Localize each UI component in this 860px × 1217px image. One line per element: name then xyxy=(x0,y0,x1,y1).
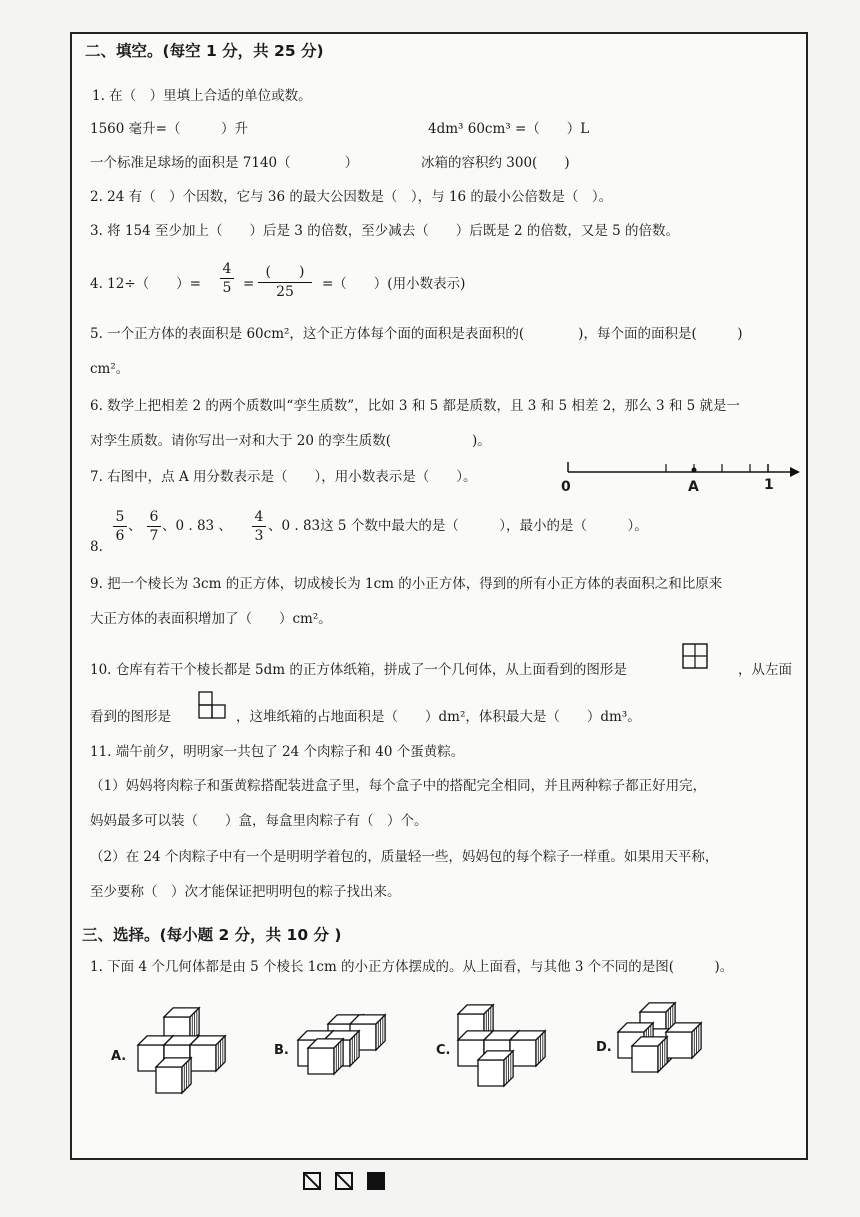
unit-cube xyxy=(666,1023,701,1058)
q5-line2: cm²。 xyxy=(90,361,130,377)
figure-a-cubes xyxy=(128,1005,260,1100)
numberline-label-0: 0 xyxy=(561,479,571,495)
q8-f2-numerator: 6 xyxy=(149,509,159,525)
q8-number: 8. xyxy=(90,539,103,555)
q11-part1-line2: 妈妈最多可以装（ ）盒，每盒里肉粽子有（ ）个。 xyxy=(90,813,428,829)
q9-line2: 大正方体的表面积增加了（ ）cm²。 xyxy=(90,611,332,627)
q4-f2-denominator: 25 xyxy=(276,284,294,300)
q3: 3. 将 154 至少加上（ ）后是 3 的倍数，至少减去（ ）后既是 2 的倍数，又是 5 的倍数。 xyxy=(90,223,680,239)
q4-fraction-2 xyxy=(258,261,312,300)
crossed-square-mark-icon xyxy=(335,1172,353,1190)
option-b-label: B. xyxy=(274,1043,289,1058)
q6-line1: 6. 数学上把相差 2 的两个质数叫“孪生质数”，比如 3 和 5 都是质数，且 3 和 5 相差 2，那么 3 和 5 就是一 xyxy=(90,398,741,414)
q11-stem: 11. 端午前夕，明明家一共包了 24 个肉粽子和 40 个蛋黄粽。 xyxy=(90,744,465,760)
q8-f3-numerator: 4 xyxy=(254,509,264,525)
section2-title: 二、填空。(每空 1 分，共 25 分) xyxy=(85,42,324,60)
q1-item-d: 冰箱的容积约 300( ) xyxy=(421,155,570,171)
option-a-label: A. xyxy=(111,1049,127,1064)
section3-title: 三、选择。(每小题 2 分，共 10 分 ) xyxy=(82,926,342,944)
q8-fraction-4-3 xyxy=(252,509,266,544)
q8-fraction-5-6 xyxy=(113,509,127,544)
q4-equals: = xyxy=(243,276,255,292)
q10-line1-tail: ，从左面 xyxy=(738,662,792,678)
q4-f1-denominator: 5 xyxy=(222,280,232,296)
point-a-marker xyxy=(692,468,697,473)
q1-stem: 1. 在（ ）里填上合适的单位或数。 xyxy=(92,88,312,104)
q8-f1-denominator: 6 xyxy=(115,528,125,544)
q4-left: 4. 12÷（ ）= xyxy=(90,276,201,292)
q9-line1: 9. 把一个棱长为 3cm 的正方体，切成棱长为 1cm 的小正方体，得到的所有小正方体的表面积之和比原来 xyxy=(90,576,723,592)
unit-cube xyxy=(510,1031,545,1066)
q11-part2-line2: 至少要称（ ）次才能保证把明明包的粽子找出来。 xyxy=(90,884,401,900)
q4-f1-numerator: 4 xyxy=(222,261,232,277)
q8-tail: 、0 . 8̇3̇这 5 个数中最大的是（ ），最小的是（ ）。 xyxy=(268,518,648,534)
q4-fraction-1 xyxy=(220,261,234,296)
option-d-label: D. xyxy=(596,1040,612,1055)
q10-line2-b: ，这堆纸箱的占地面积是（ ）dm²，体积最大是（ ）dm³。 xyxy=(236,709,641,725)
q4-right: =（ ）(用小数表示) xyxy=(322,276,466,292)
q2: 2. 24 有（ ）个因数，它与 36 的最大公因数是（ ），与 16 的最小公倍数是（ ）。 xyxy=(90,189,613,205)
q8-f2-denominator: 7 xyxy=(149,528,159,544)
section3-q1: 1. 下面 4 个几何体都是由 5 个棱长 1cm 的小正方体摆成的。从上面看，与其他 3 个不同的是图( )。 xyxy=(90,959,734,975)
unit-cube xyxy=(308,1039,343,1074)
figure-c-cubes xyxy=(450,1000,560,1092)
figure-d-cubes xyxy=(612,1000,722,1080)
arrow-head-icon xyxy=(790,467,800,477)
q7-text: 7. 右图中，点 A 用分数表示是（ ），用小数表示是（ ）。 xyxy=(90,469,477,485)
unit-cube xyxy=(190,1036,225,1071)
q5-line1: 5. 一个正方体的表面积是 60cm²，这个正方体每个面的面积是表面积的( )，每个面的面积是( ) xyxy=(90,326,743,342)
q11-part1-line1: （1）妈妈将肉粽子和蛋黄粽搭配装进盒子里，每个盒子中的搭配完全相同，并且两种粽子都正好用完， xyxy=(90,778,707,794)
q10-line2-a: 看到的图形是 xyxy=(90,709,171,725)
q8-separator: 、 xyxy=(128,518,142,534)
crossed-square-mark-icon xyxy=(303,1172,321,1190)
option-c-label: C. xyxy=(436,1043,451,1058)
q4-f2-numerator: ( ) xyxy=(265,264,305,280)
numberline-label-1: 1 xyxy=(764,477,774,493)
left-view-shape-icon xyxy=(197,690,229,722)
figure-b-cubes xyxy=(288,1010,400,1082)
q1-item-a: 1560 毫升=（ ）升 xyxy=(90,121,248,137)
q10-line1: 10. 仓库有若干个棱长都是 5dm 的正方体纸箱，拼成了一个几何体，从上面看到的图形是 xyxy=(90,662,627,678)
q1-item-c: 一个标准足球场的面积是 7140（ ） xyxy=(90,155,359,171)
numberline-label-a: A xyxy=(688,479,699,495)
q11-part2-line1: （2）在 24 个肉粽子中有一个是明明学着包的，质量轻一些，妈妈包的每个粽子一样重。如果用天平称， xyxy=(90,849,719,865)
q8-f1-numerator: 5 xyxy=(115,509,125,525)
unit-cube xyxy=(156,1058,191,1093)
q1-item-b: 4dm³ 60cm³ =（ ）L xyxy=(428,121,590,137)
unit-cube xyxy=(478,1051,513,1086)
top-view-grid-icon xyxy=(682,643,710,671)
q8-mid: 、0 . 83 、 xyxy=(162,518,232,534)
q8-f3-denominator: 3 xyxy=(254,528,264,544)
filled-square-mark-icon xyxy=(367,1172,385,1190)
unit-cube xyxy=(632,1037,667,1072)
q6-line2: 对孪生质数。请你写出一对和大于 20 的孪生质数( )。 xyxy=(90,433,491,449)
q8-fraction-6-7 xyxy=(147,509,161,544)
